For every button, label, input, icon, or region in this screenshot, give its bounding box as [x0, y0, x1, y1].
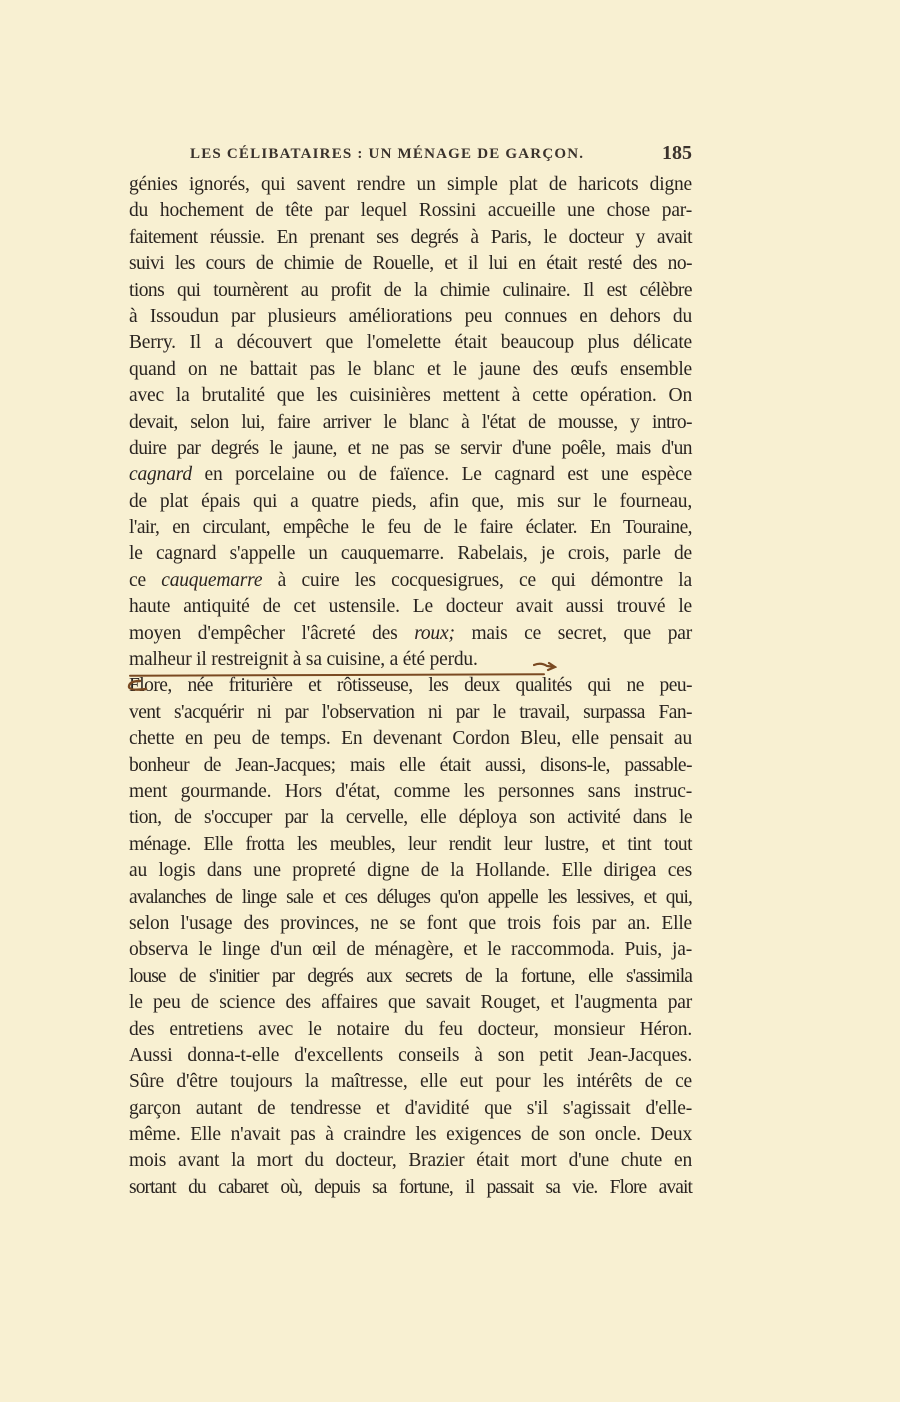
text-line: [129, 172, 692, 198]
text-segment: de plat épais qui a quatre pieds, afin que, mis sur le fourneau,: [129, 490, 692, 512]
text-segment: sortant du cabaret où, depuis sa fortune, il passait sa vie. Flore avait: [129, 1176, 692, 1198]
text-segment: malheur il restreignit à sa cuisine, a été perdu.: [129, 649, 478, 671]
text-line: [129, 700, 692, 726]
text-line: [129, 832, 692, 858]
text-segment: avec la brutalité que les cuisinières mettent à cette opération. On: [129, 385, 692, 407]
text-segment: vent s'acquérir ni par l'observation ni par le travail, surpassa Fan-: [129, 701, 692, 723]
text-segment: ment gourmande. Hors d'état, comme les personnes sans instruc-: [129, 780, 692, 802]
text-segment: tion, de s'occuper par la cervelle, elle déploya son activité dans le: [129, 807, 692, 829]
text-segment: du hochement de tête par lequel Rossini accueille une chose par-: [129, 200, 692, 222]
text-line: [129, 436, 692, 462]
text-segment: Flore, née friturière et rôtisseuse, les deux qualités qui ne peu-: [129, 675, 692, 697]
text-line: [129, 1017, 692, 1043]
text-segment: Sûre d'être toujours la maîtresse, elle eut pour les intérêts de ce: [129, 1071, 692, 1093]
text-line: [129, 1096, 692, 1122]
text-line: [129, 805, 692, 831]
text-segment: devait, selon lui, faire arriver le blanc à l'état de mousse, y intro-: [129, 411, 692, 433]
text-line: [129, 779, 692, 805]
text-line: [129, 410, 692, 436]
text-segment: mais ce secret, que par: [454, 622, 693, 644]
text-line: [129, 1122, 692, 1148]
text-line: [129, 911, 692, 937]
text-segment: quand on ne battait pas le blanc et le jaune des œufs ensemble: [129, 358, 692, 380]
text-segment: avalanches de linge sale et ces déluges qu'on appelle les lessives, et qui,: [129, 886, 692, 908]
text-segment: génies ignorés, qui savent rendre un simple plat de haricots digne: [129, 174, 692, 195]
text-segment: ce: [129, 569, 162, 591]
running-title: LES CÉLIBATAIRES : UN MÉNAGE DE GARÇON.: [190, 146, 585, 162]
running-header: [190, 142, 692, 168]
text-segment: mois avant la mort du docteur, Brazier était mort d'une chute en: [129, 1150, 692, 1172]
italic-word: roux;: [414, 622, 455, 644]
text-segment: faitement réussie. En prenant ses degrés à Paris, le docteur y avait: [129, 226, 692, 248]
text-segment: à cuire les cocquesigrues, ce qui démontre la: [262, 569, 692, 591]
text-line: [129, 225, 692, 251]
text-segment: moyen d'empêcher l'âcreté des: [129, 622, 415, 644]
text-segment: selon l'usage des provinces, ne se font que trois fois par an. Elle: [129, 912, 692, 934]
text-line: [129, 304, 692, 330]
text-line: [129, 885, 692, 911]
text-segment: duire par degrés le jaune, et ne pas se servir d'une poêle, mais d'un: [129, 437, 692, 459]
text-line: [129, 990, 692, 1016]
text-segment: tions qui tournèrent au profit de la chimie culinaire. Il est célèbre: [129, 279, 692, 301]
text-line: [129, 673, 692, 699]
text-line: [129, 515, 692, 541]
text-segment: bonheur de Jean-Jacques; mais elle était aussi, disons-le, passable-: [129, 754, 692, 776]
text-segment: à Issoudun par plusieurs améliorations peu connues en dehors du: [129, 305, 692, 327]
text-line: [129, 568, 692, 594]
text-line: [129, 594, 692, 620]
text-segment: l'air, en circulant, empêche le feu de le faire éclater. En Touraine,: [129, 517, 692, 539]
text-segment: observa le linge d'un œil de ménagère, et le raccommoda. Puis, ja-: [129, 939, 692, 961]
text-line: [129, 357, 692, 383]
text-line: [129, 1148, 692, 1174]
text-line: [129, 462, 692, 488]
text-segment: au logis dans une propreté digne de la Hollande. Elle dirigea ces: [129, 860, 692, 882]
text-segment: le peu de science des affaires que savait Rouget, et l'augmenta par: [129, 992, 692, 1014]
text-line: [129, 541, 692, 567]
text-line: [129, 964, 692, 990]
text-line: [129, 1175, 692, 1201]
italic-word: cauquemarre: [161, 569, 263, 591]
text-segment: chette en peu de temps. En devenant Cordon Bleu, elle pensait au: [129, 728, 692, 750]
text-line: [129, 330, 692, 356]
text-segment: haute antiquité de cet ustensile. Le docteur avait aussi trouvé le: [129, 596, 692, 618]
text-segment: suivi les cours de chimie de Rouelle, et il lui en était resté des no-: [129, 253, 692, 275]
text-segment: louse de s'initier par degrés aux secrets de la fortune, elle s'assimila: [129, 965, 692, 987]
italic-word: cagnard: [129, 464, 192, 486]
page-body-text: [129, 172, 692, 1201]
text-segment: en porcelaine ou de faïence. Le cagnard est une espèce: [191, 464, 692, 486]
text-line: [129, 858, 692, 884]
text-line: [129, 1069, 692, 1095]
text-line: [129, 937, 692, 963]
handwritten-arrow-mark: [533, 660, 557, 672]
text-line: [129, 198, 692, 224]
text-line: [129, 278, 692, 304]
text-line: [129, 251, 692, 277]
text-line: [129, 621, 692, 647]
text-segment: des entretiens avec le notaire du feu docteur, monsieur Héron.: [129, 1018, 692, 1040]
text-segment: ménage. Elle frotta les meubles, leur rendit leur lustre, et tint tout: [129, 833, 692, 855]
text-segment: Aussi donna-t-elle d'excellents conseils à son petit Jean-Jacques.: [129, 1044, 692, 1066]
text-segment: le cagnard s'appelle un cauquemarre. Rabelais, je crois, parle de: [129, 543, 692, 565]
handwritten-hook-mark: [126, 679, 148, 693]
text-line: [129, 1043, 692, 1069]
text-line: [129, 489, 692, 515]
page-number: 185: [662, 142, 692, 164]
text-segment: même. Elle n'avait pas à craindre les exigences de son oncle. Deux: [129, 1124, 692, 1146]
text-line: [129, 753, 692, 779]
text-line: [129, 383, 692, 409]
text-line: [129, 647, 692, 673]
text-segment: Berry. Il a découvert que l'omelette était beaucoup plus délicate: [129, 332, 692, 354]
text-segment: garçon autant de tendresse et d'avidité que s'il s'agissait d'elle-: [129, 1097, 692, 1119]
text-line: [129, 726, 692, 752]
